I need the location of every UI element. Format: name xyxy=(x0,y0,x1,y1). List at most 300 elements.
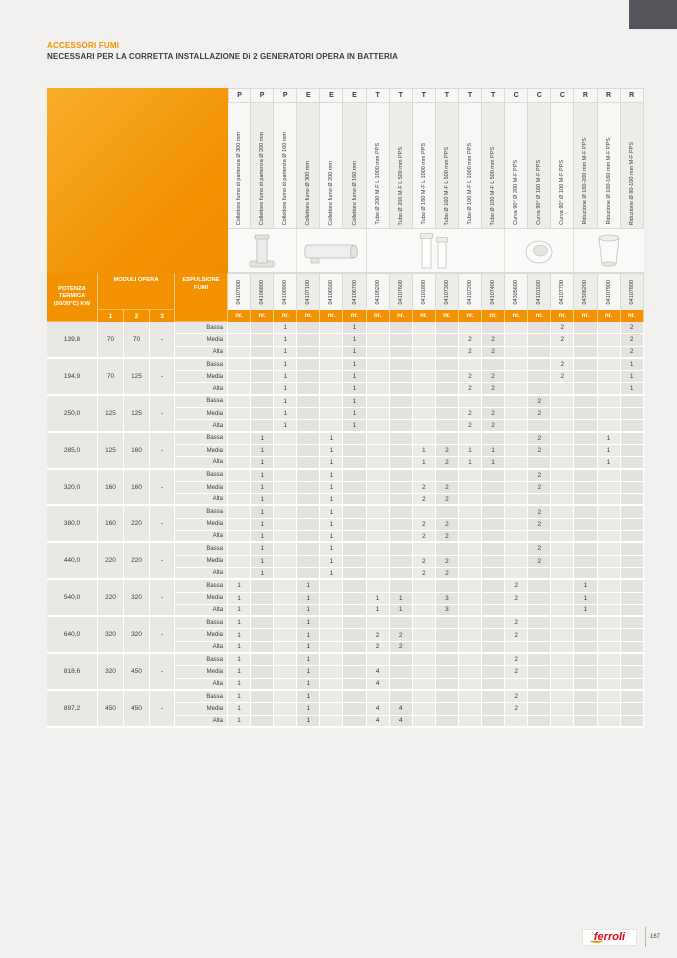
column-description: Riduzione Ø 80-100 mm M-F PPS xyxy=(621,103,644,228)
quantity-cell xyxy=(436,703,459,715)
quantity-cell: 1 xyxy=(482,445,505,457)
quantity-cell: 1 xyxy=(297,691,320,703)
quantity-cell xyxy=(297,396,320,408)
quantity-cell xyxy=(598,629,621,641)
quantity-cell xyxy=(621,408,644,420)
unit-header: nr. xyxy=(459,310,482,322)
quantity-cell xyxy=(482,506,505,518)
quantity-cell xyxy=(574,457,597,469)
quantity-cell xyxy=(251,593,274,605)
quantity-cell: 1 xyxy=(598,445,621,457)
quantity-cell xyxy=(413,383,436,395)
quantity-cell xyxy=(343,703,366,715)
quantity-cell xyxy=(274,519,297,531)
quantity-cell xyxy=(574,359,597,371)
column-letter: E xyxy=(297,88,320,103)
quantity-cell xyxy=(251,605,274,617)
quantity-cell: 4 xyxy=(367,703,390,715)
quantity-cell xyxy=(228,543,251,555)
quantity-cell xyxy=(528,420,551,432)
potenza-value: 380,0 xyxy=(47,506,98,543)
espulsione-label: Media xyxy=(175,334,228,346)
quantity-cell xyxy=(297,531,320,543)
quantity-cell xyxy=(598,408,621,420)
quantity-cell xyxy=(390,359,413,371)
left-header-block xyxy=(47,88,228,273)
quantity-cell xyxy=(598,383,621,395)
quantity-cell: 1 xyxy=(274,334,297,346)
quantity-cell xyxy=(274,482,297,494)
logo-swoosh-icon xyxy=(590,938,603,943)
moduli-value: 125 xyxy=(98,433,124,470)
product-image-curva xyxy=(505,229,574,272)
quantity-cell xyxy=(505,642,528,654)
potenza-value: 818,6 xyxy=(47,654,98,691)
quantity-cell xyxy=(574,494,597,506)
espulsione-label: Alta xyxy=(175,531,228,543)
quantity-cell xyxy=(320,359,343,371)
quantity-cell xyxy=(598,654,621,666)
product-image-tubo xyxy=(367,229,506,272)
quantity-cell xyxy=(251,691,274,703)
quantity-cell xyxy=(390,457,413,469)
ferroli-logo-text: ferroli xyxy=(593,930,626,943)
accessories-table xyxy=(47,88,644,728)
quantity-cell: 2 xyxy=(436,556,459,568)
quantity-cell xyxy=(320,679,343,691)
column-letter: C xyxy=(528,88,551,103)
espulsione-label: Alta xyxy=(175,642,228,654)
quantity-cell: 1 xyxy=(343,408,366,420)
quantity-cell xyxy=(251,383,274,395)
quantity-cell xyxy=(598,605,621,617)
quantity-cell xyxy=(390,531,413,543)
quantity-cell xyxy=(320,580,343,592)
quantity-cell xyxy=(459,716,482,728)
quantity-cell xyxy=(574,445,597,457)
quantity-cell xyxy=(436,506,459,518)
quantity-cell xyxy=(390,470,413,482)
column-letter: C xyxy=(551,88,574,103)
quantity-cell xyxy=(343,629,366,641)
quantity-cell xyxy=(598,679,621,691)
quantity-cell: 1 xyxy=(274,371,297,383)
moduli-value: 320 xyxy=(124,580,150,617)
moduli-value: 320 xyxy=(98,654,124,691)
quantity-cell xyxy=(574,703,597,715)
column-code: 04106900 xyxy=(274,273,297,310)
column-description: Curva 90° Ø 100 M-F PPS xyxy=(551,103,574,228)
quantity-cell xyxy=(482,580,505,592)
quantity-cell xyxy=(367,654,390,666)
quantity-cell xyxy=(251,359,274,371)
quantity-cell: 1 xyxy=(228,605,251,617)
quantity-cell xyxy=(621,433,644,445)
column-letter: E xyxy=(320,88,343,103)
quantity-cell xyxy=(551,433,574,445)
moduli-value: 450 xyxy=(124,654,150,691)
quantity-cell: 1 xyxy=(320,506,343,518)
quantity-cell xyxy=(551,482,574,494)
moduli-value: - xyxy=(150,617,175,654)
quantity-cell xyxy=(436,691,459,703)
column-code: 04107700 xyxy=(551,273,574,310)
unit-header: nr. xyxy=(274,310,297,322)
quantity-cell: 1 xyxy=(482,457,505,469)
quantity-cell: 1 xyxy=(320,445,343,457)
quantity-cell xyxy=(528,383,551,395)
quantity-cell xyxy=(551,703,574,715)
quantity-cell: 1 xyxy=(390,605,413,617)
quantity-cell xyxy=(482,359,505,371)
quantity-cell xyxy=(528,334,551,346)
quantity-cell: 1 xyxy=(343,371,366,383)
quantity-cell: 2 xyxy=(482,371,505,383)
column-letter: P xyxy=(251,88,274,103)
quantity-cell xyxy=(436,666,459,678)
quantity-cell xyxy=(598,359,621,371)
quantity-cell xyxy=(505,359,528,371)
column-description: Riduzione Ø 160-200 mm M-F PPS xyxy=(574,103,597,228)
quantity-cell xyxy=(574,433,597,445)
quantity-cell: 1 xyxy=(251,568,274,580)
quantity-cell: 2 xyxy=(413,494,436,506)
quantity-cell xyxy=(459,322,482,334)
column-code: 04107400 xyxy=(482,273,505,310)
column-letter: T xyxy=(436,88,459,103)
quantity-cell: 2 xyxy=(459,334,482,346)
quantity-cell xyxy=(551,605,574,617)
column-description: Tubo Ø 100 M-F L 500 mm PPS xyxy=(482,103,505,228)
quantity-cell xyxy=(436,433,459,445)
quantity-cell xyxy=(297,457,320,469)
quantity-cell xyxy=(528,679,551,691)
quantity-cell xyxy=(367,359,390,371)
column-letter: T xyxy=(390,88,413,103)
column-description: Riduzione Ø 100-160 mm M-F PPS xyxy=(598,103,621,228)
quantity-cell xyxy=(228,457,251,469)
column-description: Tubo Ø 200 M-F L 500 mm PPS xyxy=(390,103,413,228)
quantity-cell xyxy=(274,470,297,482)
quantity-cell xyxy=(367,322,390,334)
quantity-cell xyxy=(274,629,297,641)
potenza-value: 540,0 xyxy=(47,580,98,617)
quantity-cell xyxy=(343,531,366,543)
quantity-cell xyxy=(343,716,366,728)
quantity-cell xyxy=(621,629,644,641)
quantity-cell xyxy=(482,666,505,678)
unit-header: nr. xyxy=(367,310,390,322)
quantity-cell xyxy=(459,506,482,518)
quantity-cell: 1 xyxy=(251,506,274,518)
quantity-cell xyxy=(621,666,644,678)
quantity-cell xyxy=(251,396,274,408)
moduli-value: - xyxy=(150,322,175,359)
quantity-cell: 1 xyxy=(621,383,644,395)
espulsione-label: Bassa xyxy=(175,433,228,445)
quantity-cell xyxy=(274,433,297,445)
quantity-cell xyxy=(574,556,597,568)
quantity-cell xyxy=(551,593,574,605)
quantity-cell: 1 xyxy=(390,593,413,605)
quantity-cell xyxy=(251,371,274,383)
quantity-cell xyxy=(598,322,621,334)
quantity-cell xyxy=(297,543,320,555)
quantity-cell xyxy=(297,408,320,420)
quantity-cell xyxy=(574,347,597,359)
quantity-cell xyxy=(436,543,459,555)
quantity-cell xyxy=(320,716,343,728)
quantity-cell xyxy=(274,716,297,728)
quantity-cell: 1 xyxy=(297,593,320,605)
quantity-cell xyxy=(574,716,597,728)
quantity-cell xyxy=(505,396,528,408)
quantity-cell xyxy=(228,556,251,568)
column-code: 04107000 xyxy=(228,273,251,310)
quantity-cell xyxy=(274,494,297,506)
tubo-icon xyxy=(400,230,470,272)
quantity-cell: 1 xyxy=(320,519,343,531)
column-letter: R xyxy=(598,88,621,103)
column-letter: R xyxy=(621,88,644,103)
moduli-value: - xyxy=(150,359,175,396)
quantity-cell xyxy=(621,654,644,666)
quantity-cell xyxy=(251,420,274,432)
quantity-cell xyxy=(459,605,482,617)
quantity-cell xyxy=(413,322,436,334)
espulsione-label: Bassa xyxy=(175,470,228,482)
espulsione-label: Media xyxy=(175,703,228,715)
quantity-cell: 2 xyxy=(528,396,551,408)
column-letter: T xyxy=(367,88,390,103)
quantity-cell: 4 xyxy=(367,716,390,728)
quantity-cell: 1 xyxy=(621,371,644,383)
quantity-cell: 2 xyxy=(505,703,528,715)
quantity-cell xyxy=(436,470,459,482)
quantity-cell: 1 xyxy=(343,396,366,408)
quantity-cell xyxy=(528,654,551,666)
column-description: Collettore fumo di partenza Ø 200 mm xyxy=(251,103,274,228)
quantity-cell: 2 xyxy=(505,580,528,592)
quantity-cell xyxy=(413,408,436,420)
quantity-cell xyxy=(297,506,320,518)
quantity-cell xyxy=(598,666,621,678)
quantity-cell xyxy=(390,556,413,568)
quantity-cell xyxy=(251,642,274,654)
quantity-cell xyxy=(459,470,482,482)
quantity-cell xyxy=(251,654,274,666)
quantity-cell: 1 xyxy=(274,420,297,432)
quantity-cell: 2 xyxy=(551,371,574,383)
quantity-cell: 2 xyxy=(528,433,551,445)
quantity-cell: 1 xyxy=(598,433,621,445)
quantity-cell xyxy=(413,691,436,703)
quantity-cell xyxy=(413,679,436,691)
quantity-cell: 1 xyxy=(297,716,320,728)
quantity-cell xyxy=(574,568,597,580)
quantity-cell xyxy=(574,543,597,555)
quantity-cell xyxy=(367,457,390,469)
potenza-value: 440,0 xyxy=(47,543,98,580)
product-image-riduzione xyxy=(574,229,643,272)
quantity-cell xyxy=(505,371,528,383)
potenza-value: 897,2 xyxy=(47,691,98,728)
quantity-cell xyxy=(320,322,343,334)
quantity-cell xyxy=(436,679,459,691)
quantity-cell xyxy=(390,383,413,395)
quantity-cell xyxy=(320,617,343,629)
quantity-cell xyxy=(621,617,644,629)
quantity-cell xyxy=(505,408,528,420)
quantity-cell xyxy=(228,506,251,518)
quantity-cell xyxy=(436,359,459,371)
quantity-cell xyxy=(228,371,251,383)
quantity-cell: 1 xyxy=(297,666,320,678)
quantity-cell: 1 xyxy=(228,580,251,592)
quantity-cell: 2 xyxy=(505,691,528,703)
quantity-cell: 1 xyxy=(274,359,297,371)
unit-header: nr. xyxy=(574,310,597,322)
unit-header: nr. xyxy=(505,310,528,322)
quantity-cell xyxy=(297,482,320,494)
quantity-cell: 2 xyxy=(505,629,528,641)
unit-header: nr. xyxy=(551,310,574,322)
quantity-cell xyxy=(320,371,343,383)
quantity-cell xyxy=(343,457,366,469)
quantity-cell xyxy=(228,445,251,457)
footer-divider xyxy=(645,927,646,947)
quantity-cell xyxy=(459,691,482,703)
quantity-cell xyxy=(367,556,390,568)
quantity-cell xyxy=(320,629,343,641)
quantity-cell xyxy=(551,580,574,592)
unit-header: nr. xyxy=(251,310,274,322)
quantity-cell xyxy=(528,371,551,383)
quantity-cell xyxy=(528,568,551,580)
quantity-cell xyxy=(482,482,505,494)
quantity-cell xyxy=(228,470,251,482)
quantity-cell xyxy=(228,334,251,346)
quantity-cell xyxy=(528,531,551,543)
moduli-value: 220 xyxy=(124,506,150,543)
quantity-cell xyxy=(390,654,413,666)
quantity-cell xyxy=(320,334,343,346)
quantity-cell xyxy=(598,703,621,715)
moduli-value: 125 xyxy=(124,359,150,396)
column-code: 04107900 xyxy=(598,273,621,310)
quantity-cell: 1 xyxy=(297,642,320,654)
quantity-cell xyxy=(528,322,551,334)
espulsione-label: Alta xyxy=(175,457,228,469)
quantity-cell xyxy=(297,556,320,568)
potenza-value: 320,0 xyxy=(47,470,98,507)
quantity-cell xyxy=(343,654,366,666)
quantity-cell: 2 xyxy=(528,556,551,568)
quantity-cell xyxy=(228,408,251,420)
potenza-value: 250,0 xyxy=(47,396,98,433)
quantity-cell xyxy=(598,420,621,432)
quantity-cell: 2 xyxy=(436,445,459,457)
quantity-cell xyxy=(598,556,621,568)
quantity-cell: 1 xyxy=(274,347,297,359)
quantity-cell xyxy=(436,383,459,395)
moduli-value: 160 xyxy=(98,506,124,543)
quantity-cell xyxy=(528,666,551,678)
column-description: Curva 90° Ø 200 M-F PPS xyxy=(505,103,528,228)
espulsione-label: Media xyxy=(175,408,228,420)
quantity-cell xyxy=(390,691,413,703)
quantity-cell xyxy=(228,383,251,395)
quantity-cell xyxy=(390,617,413,629)
unit-header: nr. xyxy=(320,310,343,322)
quantity-cell xyxy=(505,470,528,482)
quantity-cell xyxy=(459,359,482,371)
quantity-cell xyxy=(251,617,274,629)
moduli-value: - xyxy=(150,691,175,728)
quantity-cell xyxy=(598,617,621,629)
quantity-cell xyxy=(574,654,597,666)
quantity-cell xyxy=(574,470,597,482)
quantity-cell xyxy=(482,322,505,334)
quantity-cell xyxy=(551,691,574,703)
quantity-cell xyxy=(574,679,597,691)
quantity-cell xyxy=(598,506,621,518)
quantity-cell xyxy=(505,433,528,445)
quantity-cell xyxy=(413,420,436,432)
quantity-cell xyxy=(251,629,274,641)
quantity-cell xyxy=(528,605,551,617)
quantity-cell: 4 xyxy=(390,716,413,728)
quantity-cell xyxy=(390,543,413,555)
quantity-cell: 2 xyxy=(459,420,482,432)
espulsione-label: Media xyxy=(175,445,228,457)
quantity-cell: 1 xyxy=(459,457,482,469)
quantity-cell xyxy=(551,396,574,408)
espulsione-label: Media xyxy=(175,556,228,568)
quantity-cell: 1 xyxy=(459,445,482,457)
quantity-cell: 1 xyxy=(297,617,320,629)
quantity-cell xyxy=(343,568,366,580)
quantity-cell xyxy=(274,556,297,568)
quantity-cell xyxy=(528,580,551,592)
quantity-cell xyxy=(598,470,621,482)
quantity-cell: 1 xyxy=(320,543,343,555)
potenza-value: 194,9 xyxy=(47,359,98,396)
collettore-partenza-icon xyxy=(242,231,282,271)
column-code: 04101500 xyxy=(528,273,551,310)
quantity-cell xyxy=(274,703,297,715)
quantity-cell xyxy=(436,334,459,346)
quantity-cell xyxy=(367,383,390,395)
quantity-cell xyxy=(320,642,343,654)
quantity-cell xyxy=(413,543,436,555)
quantity-cell xyxy=(320,605,343,617)
quantity-cell: 1 xyxy=(320,556,343,568)
column-letter: C xyxy=(505,88,528,103)
espulsione-label: Bassa xyxy=(175,617,228,629)
potenza-header: POTENZA TERMICA (50/30°C) KW xyxy=(47,273,98,322)
quantity-cell xyxy=(320,691,343,703)
quantity-cell xyxy=(228,494,251,506)
quantity-cell xyxy=(436,629,459,641)
moduli-value: 70 xyxy=(98,359,124,396)
quantity-cell xyxy=(551,457,574,469)
quantity-cell xyxy=(528,457,551,469)
quantity-cell xyxy=(482,433,505,445)
quantity-cell xyxy=(505,322,528,334)
quantity-cell: 2 xyxy=(528,519,551,531)
quantity-cell xyxy=(551,543,574,555)
